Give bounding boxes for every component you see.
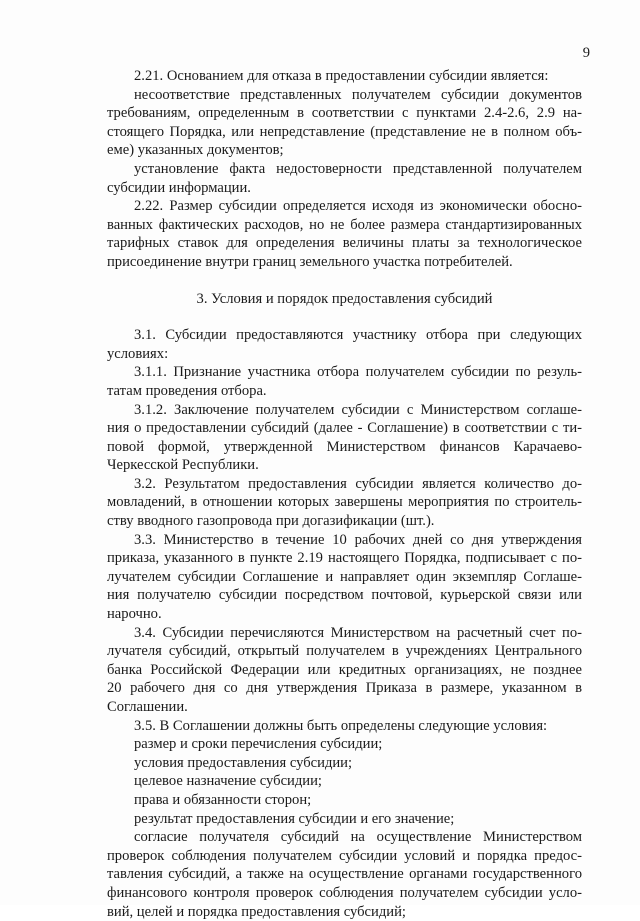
- paragraph-p312: [107, 401, 582, 475]
- text-line: размер и сроки перечисления субсидии;: [134, 736, 383, 753]
- text-line: 3.1.2. Заключение получателем субсидии с Министерством соглаше-: [134, 401, 582, 418]
- text-line: 20 рабочего дня со дня утверждения Приказа в размере, указанном в: [107, 680, 582, 697]
- text-line: банка Российской Федерации или кредитных организациях, не позднее: [107, 661, 582, 678]
- paragraph-p35f: [107, 828, 582, 921]
- text-line: ния о предоставлении субсидий (далее - Соглашение) в соответствии с ти-: [107, 420, 582, 437]
- paragraph-p32: [107, 475, 582, 531]
- text-line: результат предоставления субсидии и его значение;: [134, 810, 455, 827]
- text-line: субсидии информации.: [107, 179, 251, 196]
- text-line: ванных фактических расходов, но не более размера стандартизированных: [107, 216, 582, 233]
- paragraph-p35c: [107, 772, 582, 791]
- section-3-heading: 3. Условия и порядок предоставления субсидий: [196, 290, 493, 307]
- text-line: тарифных ставок для определения величины платы за технологическое: [107, 235, 582, 252]
- section-3-body: [107, 326, 582, 921]
- text-line: вий, целей и порядка предоставления субсидий;: [107, 903, 406, 920]
- paragraph-p33: [107, 531, 582, 624]
- text-line: тавления субсидий, а также на осуществление органами государственного: [107, 866, 582, 883]
- text-line: Соглашении.: [107, 699, 188, 715]
- text-line: Черкесской Республики.: [107, 457, 259, 474]
- text-line: 2.22. Размер субсидии определяется исходя из экономически обосно-: [134, 198, 582, 215]
- paragraph-p222: [107, 197, 582, 271]
- text-line: нарочно.: [107, 606, 162, 623]
- paragraph-p311: [107, 363, 582, 400]
- text-line: права и обязанности сторон;: [134, 791, 312, 808]
- text-line: ния получателю субсидии посредством почтовой, курьерской связи или: [107, 587, 582, 604]
- text-line: условия предоставления субсидии;: [134, 754, 353, 771]
- text-line: лучателем субсидии Соглашение и направляет один экземпляр Соглаше-: [107, 568, 582, 585]
- text-line: 3.4. Субсидии перечисляются Министерством на расчетный счет по-: [134, 624, 582, 641]
- paragraph-p221: [107, 67, 582, 86]
- page-number: 9: [582, 45, 590, 61]
- text-line: согласие получателя субсидий на осуществление Министерством: [134, 829, 582, 846]
- text-line: 3.3. Министерство в течение 10 рабочих дней со дня утверждения: [134, 531, 582, 548]
- document-body: [107, 67, 582, 921]
- section-2-end: [107, 67, 582, 272]
- text-line: приказа, указанного в пункте 2.19 настоящего Порядка, подписывает с по-: [107, 550, 582, 567]
- text-line: требованиям, определенным в соответствии с пунктами 2.4-2.6, 2.9 на-: [107, 105, 582, 122]
- text-line: татам проведения отбора.: [107, 382, 267, 399]
- paragraph-p34: [107, 624, 582, 717]
- text-line: присоединение внутри границ земельного участка потребителей.: [107, 253, 513, 270]
- text-line: лучателя субсидий, открытый получателем в учреждениях Центрального: [107, 643, 582, 660]
- text-line: стоящего Порядка, или непредставление (представление не в полном объ-: [107, 123, 582, 140]
- text-line: установление факта недостоверности представленной получателем: [134, 160, 582, 177]
- paragraph-p35d: [107, 791, 582, 810]
- text-line: 3.1.1. Признание участника отбора получателем субсидии по резуль-: [134, 364, 582, 381]
- paragraph-p35b: [107, 754, 582, 773]
- text-line: повой формой, утвержденной Министерством финансов Карачаево-: [107, 438, 582, 455]
- text-line: ству вводного газопровода при догазификации (шт.).: [107, 513, 435, 530]
- paragraph-p35: [107, 717, 582, 736]
- text-line: 3.5. В Соглашении должны быть определены следующие условия:: [134, 717, 548, 734]
- text-line: еме) указанных документов;: [107, 142, 284, 159]
- text-line: финансового контроля проверок соблюдения получателем субсидии усло-: [107, 884, 582, 901]
- text-line: мовладений, в отношении которых завершены мероприятия по строитель-: [107, 494, 582, 511]
- text-line: условиях:: [107, 345, 169, 362]
- paragraph-p31: [107, 326, 582, 363]
- paragraph-p35a: [107, 735, 582, 754]
- text-line: 2.21. Основанием для отказа в предоставлении субсидии является:: [134, 68, 549, 84]
- text-line: 3.2. Результатом предоставления субсидии является количество до-: [134, 475, 582, 492]
- text-line: проверок соблюдения получателем субсидии условий и порядка предос-: [107, 847, 582, 864]
- text-line: 3.1. Субсидии предоставляются участнику отбора при следующих: [134, 327, 582, 344]
- paragraph-p221a: [107, 86, 582, 160]
- paragraph-p221b: [107, 160, 582, 197]
- text-line: целевое назначение субсидии;: [134, 773, 322, 790]
- paragraph-p35e: [107, 810, 582, 829]
- text-line: несоответствие представленных получателем субсидии документов: [134, 86, 582, 103]
